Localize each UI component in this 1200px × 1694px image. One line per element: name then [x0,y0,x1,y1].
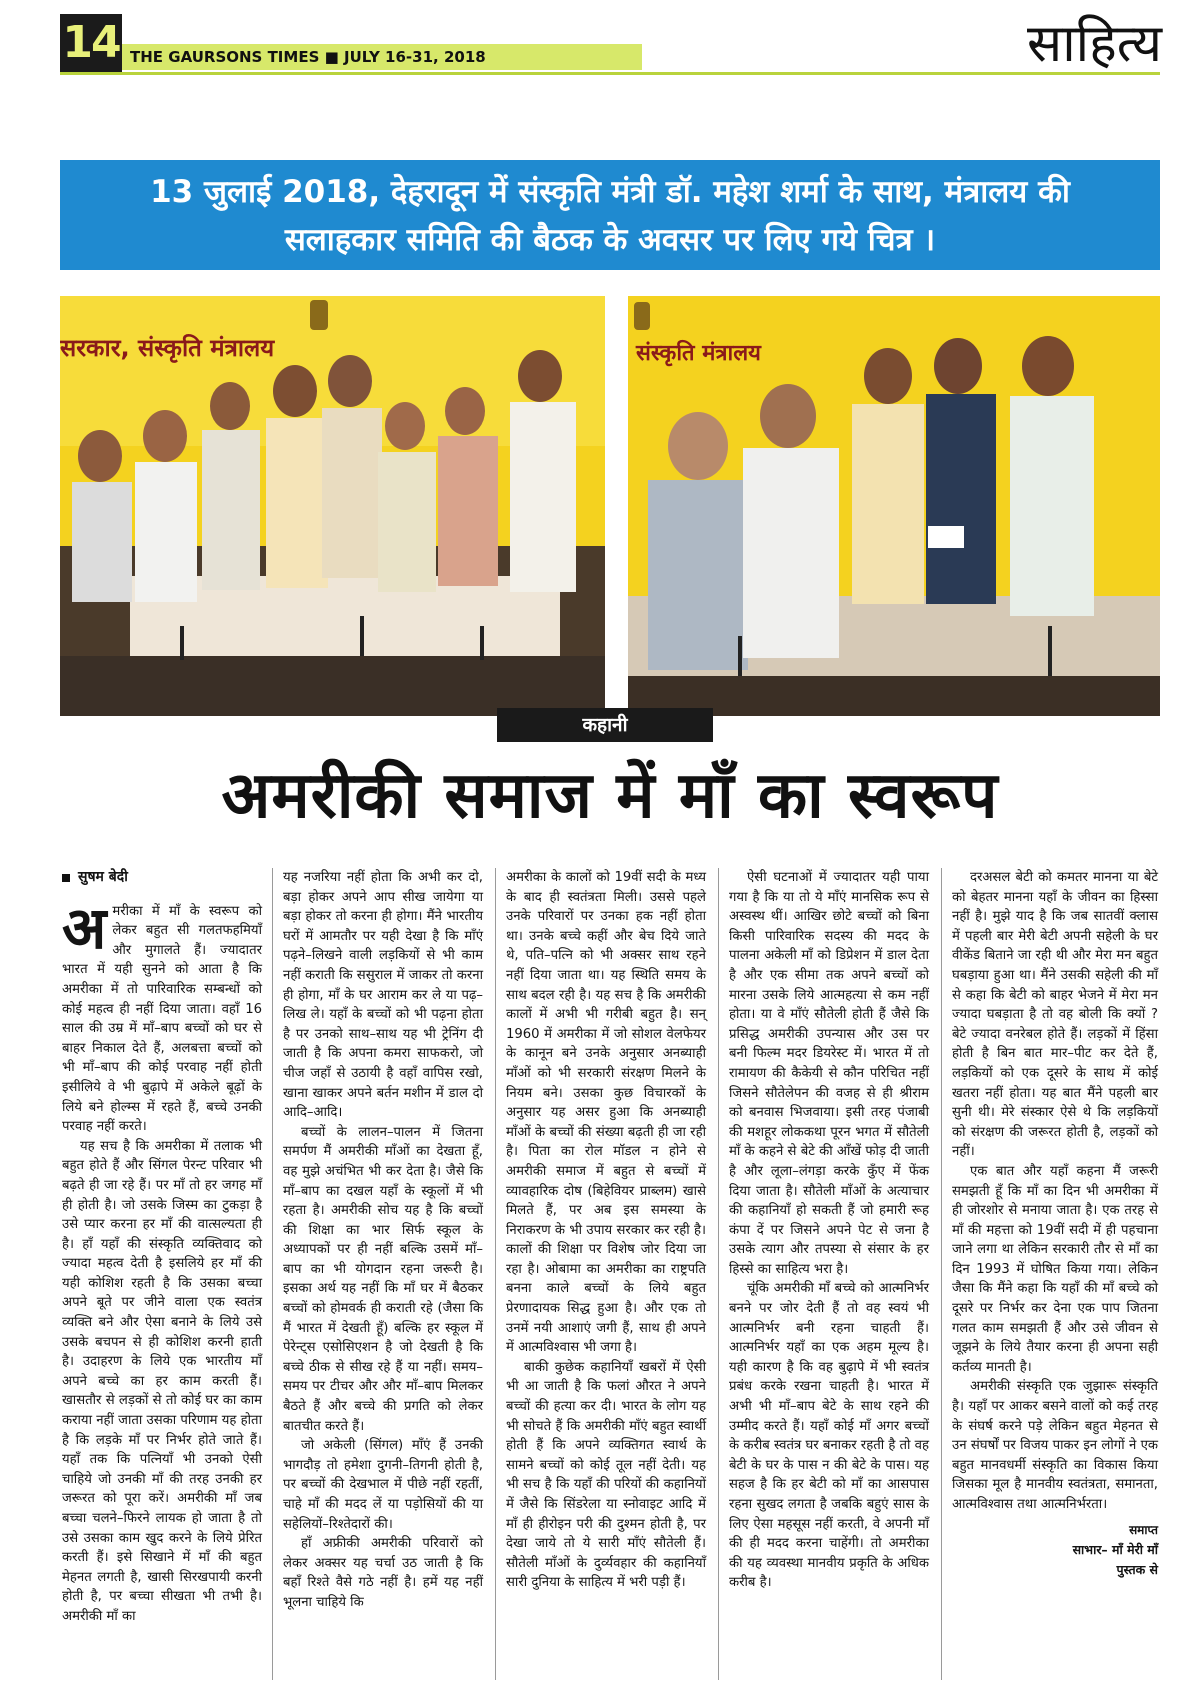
article-headline: अमरीकी समाज में माँ का स्वरूप [221,759,999,833]
column-divider [941,868,942,1680]
column-divider [272,868,273,1680]
article-column-5 [952,868,1158,1579]
drop-cap: अ [62,893,107,962]
photo-caption-banner: 13 जुलाई 2018, देहरादून में संस्कृति मंत्री डॉ. महेश शर्मा के साथ, मंत्रालय की सलाहकार समिति की बैठक के अवसर पर लिए गये चित्र । [60,160,1160,270]
source-credit-book: पुस्तक से [1116,1561,1158,1577]
byline [62,868,262,888]
column-divider [718,868,719,1680]
column-divider [495,868,496,1680]
paragraph: अमरीकी संस्कृति एक जुझारू संस्कृति है। यहाँ पर आकर बसने वालों को कई तरह के संघर्ष करने पड़े लेकिन बहुत मेहनत से उन संघर्षों पर विजय पाकर इन लोगों ने एक बहुत मानवधर्मी संस्कृति का विकास किया जिसका मूल है मानवीय स्वतंत्रता, समानता, आत्मविश्वास तथा आत्मनिर्भरता। [952,1379,1158,1512]
article-kicker: कहानी [497,708,713,742]
event-photo-left [60,296,605,716]
end-mark: समाप्त [1129,1522,1158,1537]
masthead [0,0,1200,90]
source-credit: साभार– माँ मेरी माँ [1072,1542,1158,1558]
masthead-rule [60,72,1160,75]
publication-line: THE GAURSONS TIMES ■ JULY 16-31, 2018 [130,48,486,66]
paragraph: दरअसल बेटी को कमतर मानना या बेटे को बेहतर मानना यहाँ के जीवन का हिस्सा नहीं है। मुझे याद है कि जब सातवीं क्लास में पहली बार मेरी बेटी अपनी सहेली के घर वीकेंड बिताने जा रही थी और मेरा मन बहुत घबड़ाया हुआ था। मैंने उसकी सहेली की माँ से कहा कि बेटी को बाहर भेजने में मेरा मन ज्यादा घबड़ाता है तो वह बोली कि क्यों ? बेटे ज्यादा वनरेबल होते हैं। लड़कों में हिंसा होती है बिन बात मार–पीट कर देते हैं, लड़कियों को एक दूसरे के साथ में कोई खतरा नहीं होता। यह बात मैंने पहली बार सुनी थी। मेरे संस्कार ऐसे थे कि लड़कियों को संरक्षण की जरूरत होती है, लड़कों को नहीं। [952,870,1158,1160]
event-photo-left-image [60,296,605,716]
paragraph: एक बात और यहाँ कहना मैं जरूरी समझती हूँ कि माँ का दिन भी अमरीका में ही जोरशोर से मनाया जाता है। एक तरह से माँ की महत्ता को 19वीं सदी में ही पहचाना जाने लगा था लेकिन सरकारी तौर से माँ का दिन 1993 में घोषित किया गया। लेकिन जैसा कि मैंने कहा कि यहाँ की माँ बच्चे को दूसरे पर निर्भर कर देना एक पाप जितना गलत काम समझती हैं और उसे जीवन से जूझने के लिये तैयार करना ही अपना सही कर्तव्य मानती है। [952,1163,1158,1375]
paragraph: मरीका में माँ के स्वरूप को लेकर बहुत सी गलतफहमियाँ और मुगालते हैं। ज्यादातर भारत में यही सुनने को आता है कि अमरीका में तो पारिवारिक सम्बन्धों को कोई महत्व ही नहीं दिया जाता। वहाँ 16 साल की उम्र में माँ–बाप बच्चों को घर से बाहर निकाल देते हैं, अलबत्ता बच्चों को भी माँ–बाप की कोई परवाह नहीं होती इसीलिये वे भी बुढ़ापे में अकेले बूढ़ों के लिये बने होल्म्स में रहते हैं, बच्चे उनकी परवाह नहीं करते। [62,903,262,1135]
bullet-square-icon [62,874,70,882]
backdrop-sign-right: संस्कृति मंत्रालय [636,341,761,366]
paragraph: अमरीका के कालों को 19वीं सदी के मध्य के बाद ही स्वतंत्रता मिली। उससे पहले उनके परिवारों पर उनका हक नहीं होता था। उनके बच्चे कहीं और बेच दिये जाते थे, पति–पत्नि को भी अक्सर साथ रहने नहीं दिया जाता था। यह स्थिति समय के साथ बदल रही है। यह सच है कि अमरीकी कालों में अभी भी गरीबी बहुत है। सन् 1960 में अमरीका में जो सोशल वेलफेयर के कानून बने उनके अनुसार अनब्याही माँओं को भी सरकारी संरक्षण मिलने के नियम बने। उसका कुछ विचारकों के अनुसार यह असर हुआ कि अनब्याही माँओं के बच्चों की संख्या बढ़ती ही जा रही है। पिता का रोल मॉडल न होने से अमरीकी समाज में बहुत से बच्चों में व्यावहारिक दोष (बिहेवियर प्राब्लम) खासे मिलते हैं, पर अब इस समस्या के निराकरण के भी उपाय सरकार कर रही है। कालों की शिक्षा पर विशेष जोर दिया जा रहा है। ओबामा का अमरीका का राष्ट्रपति बनना काले बच्चों के लिये बहुत प्रेरणादायक सिद्ध हुआ है। और एक तो उनमें नयी आशाएं जगी हैं, साथ ही अपने में आत्मविश्वास भी जगा है। [506,870,706,1356]
paragraph: बच्चों के लालन–पालन में जितना समर्पण मैं अमरीकी माँओं का देखता हूँ, वह मुझे अचंभित भी कर देता है। जैसे कि माँ–बाप का दखल यहाँ के स्कूलों में भी रहता है। अमरीकी सोच यह है कि बच्चों की शिक्षा का भार सिर्फ स्कूल के अध्यापकों पर ही नहीं बल्कि उसमें माँ–बाप का भी योगदान रहना जरूरी है। इसका अर्थ यह नहीं कि माँ घर में बैठकर बच्चों को होमवर्क ही कराती रहे (जैसा कि मैं भारत में देखती हूँ) बल्कि हर स्कूल में पेरेन्ट्स एसोसिएशन है जो देखती है कि बच्चे ठीक से सीख रहे हैं या नहीं। समय–समय पर टीचर और और माँ–बाप मिलकर बैठते हैं और बच्चे की प्रगति को लेकर बातचीत करते हैं। [283,1124,483,1434]
article-column-4 [729,868,929,1593]
paragraph: चूंकि अमरीकी माँ बच्चे को आत्मनिर्भर बनने पर जोर देती हैं तो वह स्वयं भी आत्मनिर्भर बनी रहना चाहती हैं। आत्मनिर्भर यहाँ का एक अहम मूल्य है। यही कारण है कि वह बुढ़ापे में भी स्वतंत्र प्रबंध करके रखना चाहती है। भारत में अभी भी माँ–बाप बेटे के साथ रहने की उम्मीद करते हैं। यहाँ कोई माँ अगर बच्चों के करीब स्वतंत्र घर बनाकर रहती है तो वह बेटी के घर के पास न की बेटे के पास। यह सहज है कि हर बेटी को माँ का आसपास रहना सुखद लगता है जबकि बहुएं सास के लिए ऐसा महसूस नहीं करती, वे अपनी माँ की ही मदद करना चाहेंगी। तो अमरीका की यह व्यवस्था मानवीय प्रकृति के अधिक करीब है। [729,1281,929,1591]
page-number: 14 [60,14,122,72]
paragraph: यह सच है कि अमरीका में तलाक भी बहुत होते हैं और सिंगल पेरन्ट परिवार भी बढ़ते ही जा रहे हैं। पर माँ तो हर जगह माँ ही होती है। जो उसके जिस्म का टुकड़ा है उसे प्यार करना हर माँ की वात्सल्यता ही है। हाँ यहाँ की संस्कृति व्यक्तिवाद को ज्यादा महत्व देती है इसलिये हर माँ की यही कोशिश रहती है कि उसका बच्चा अपने बूते पर जीने वाला एक स्वतंत्र व्यक्ति बने और ऐसा बनाने के लिये उसे उसके बचपन से ही कोशिश करनी हाती है। उदाहरण के लिये एक भारतीय माँ अपने बच्चे का हर काम करती हैं। खासतौर से लड़कों से तो कोई घर का काम कराया नहीं जाता उसका परिणाम यह होता है कि लड़के माँ पर निर्भर होते जाते हैं। यहाँ तक कि पत्नियाँ भी उनको ऐसी चाहिये जो उनकी माँ की तरह उनकी हर जरूरत को पूरा करें। अमरीकी माँ जब बच्चा चलने–फिरने लायक हो जाता है तो उसे उसका काम खुद करने के लिये प्रेरित करती हैं। इसे सिखाने में माँ की बहुत मेहनत लगती है, खासी सिरखपायी करनी होती है, पर बच्चा सीखता भी तभी है। अमरीकी माँ का [62,1138,262,1624]
backdrop-sign-left: सरकार, संस्कृति मंत्रालय [60,334,275,362]
paragraph: यह नजरिया नहीं होता कि अभी कर दो, बड़ा होकर अपने आप सीख जायेगा या बड़ा होकर तो करना ही होगा। मैंने भारतीय घरों में आमतौर पर यही देखा है कि माँएं पढ़ने–लिखने वाली लड़कियों से भी काम नहीं कराती कि ससुराल में जाकर तो करना ही होगा, माँ के घर आराम कर ले या पढ़–लिख ले। यहाँ के बच्चों को भी पढ़ना होता है पर उनको साथ–साथ यह भी ट्रेनिंग दी जाती है कि अपना कमरा साफकरो, जो चीज जहाँ से उठायी है वहाँ वापिस रखो, खाना खाकर अपने बर्तन मशीन में डाल दो आदि–आदि। [283,870,483,1121]
paragraph: बाकी कुछेक कहानियाँ खबरों में ऐसी भी आ जाती है कि फलां औरत ने अपने बच्चों की हत्या कर दी। भारत के लोग यह भी सोचते हैं कि अमरीकी माँएं बहुत स्वार्थी होती हैं कि अपने व्यक्तिगत स्वार्थ के सामने बच्चों को कोई तूल नहीं देती। यह भी सच है कि यहाँ की परियों की कहानियों में जैसे कि सिंडरेला या स्नोवाइट आदि में माँ ही हीरोइन परी की दुश्मन होती है, पर देखा जाये तो ये सारी माँएं सौतेली हैं। सौतेली माँओं के दुर्व्यवहार की कहानियाँ सारी दुनिया के साहित्य में भरी पड़ी हैं। [506,1359,706,1591]
article-column-2 [283,868,483,1613]
paragraph: ऐसी घटनाओं में ज्यादातर यही पाया गया है कि या तो ये माँएं मानसिक रूप से अस्वस्थ थीं। आखिर छोटे बच्चों को बिना किसी पारिवारिक सदस्य की मदद के पालना अकेली माँ को डिप्रेशन में डाल देता है और एक सीमा तक अपने बच्चों को मारना उसके लिये आत्महत्या से कम नहीं होता। या वे माँएं सौतेली होती हैं जैसे कि प्रसिद्ध अमरीकी उपन्यास और उस पर बनी फिल्म मदर डियरेस्ट में। भारत में तो रामायण की कैकेयी से कौन परिचित नहीं जिसने सौतेलेपन की वजह से ही श्रीराम को बनवास भिजवाया। इसी तरह पंजाबी की मशहूर लोककथा पूरन भगत में सौतेली माँ के कहने से बेटे की आँखें फोड़ दी जाती है और लूला–लंगड़ा करके कुँए में फेंक दिया जाता है। सौतेली माँओं के अत्याचार की कहानियाँ हो सकती हैं जो हमारी रूह कंपा दें पर जिसने अपने पेट से जना है उसके त्याग और तपस्या से संसार के हर हिस्से का साहित्य भरा है। [729,870,929,1277]
author-name: सुषम बेदी [78,869,128,885]
event-photo-right-image [628,296,1160,716]
paragraph: जो अकेली (सिंगल) माँएं हैं उनकी भागदौड़ तो हमेशा दुगनी–तिगनी होती है, पर बच्चों की देखभाल में पीछे नहीं रहतीं, चाहे माँ की मदद लें या पड़ोसियों की या सहेलियों–रिश्तेदारों की। [283,1438,483,1532]
article-column-3 [506,868,706,1593]
article-column-1 [62,868,262,1627]
section-label: साहित्य [1027,14,1162,74]
event-photo-right [628,296,1160,716]
paragraph: हाँ अफ्रीकी अमरीकी परिवारों को लेकर अक्सर यह चर्चा उठ जाती है कि बहाँ रिश्ते वैसे गठे नहीं है। हमें यह नहीं भूलना चाहिये कि [283,1536,483,1610]
